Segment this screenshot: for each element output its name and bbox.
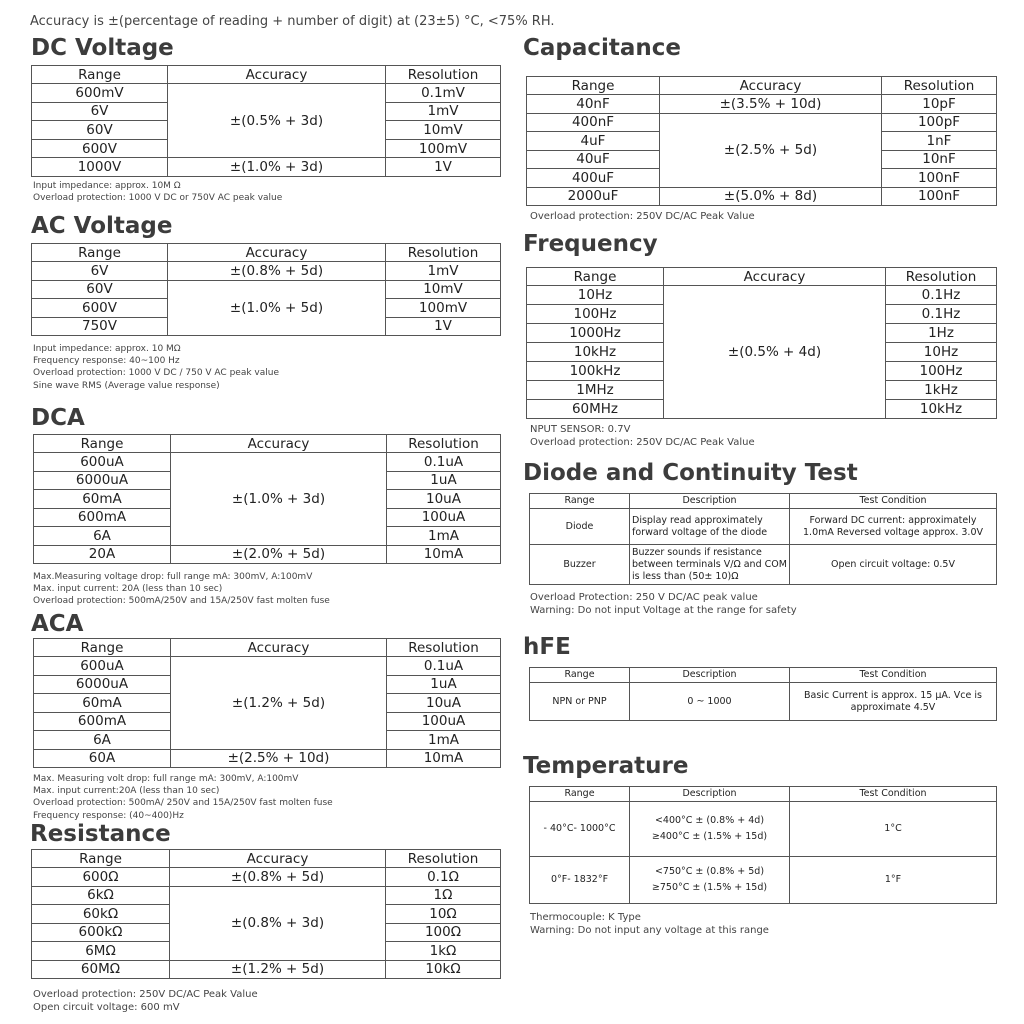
note-line: Overload protection: 500mA/250V and 15A/250V fast molten fuse xyxy=(33,596,330,607)
range-cell: 6V xyxy=(32,102,168,121)
resolution-cell: 10Ω xyxy=(386,905,501,924)
header-accuracy: Accuracy xyxy=(660,77,882,95)
range-cell: - 40°C- 1000°C xyxy=(530,802,630,857)
note-line: Warning: Do not input any voltage at this range xyxy=(530,925,769,936)
note-line: Overload protection: 250V DC/AC Peak Value xyxy=(530,211,755,222)
hfe-title: hFE xyxy=(523,634,571,660)
resolution-cell: 100uA xyxy=(387,712,501,731)
table-header-row xyxy=(32,850,501,868)
note-line: Overload protection: 1000 V DC or 750V AC peak value xyxy=(33,193,283,204)
note-line: Frequency response: (40~400)Hz xyxy=(33,810,184,821)
range-cell: Buzzer xyxy=(530,545,630,585)
resolution-cell: 1kHz xyxy=(886,381,997,400)
table-row xyxy=(32,868,501,887)
dca-table xyxy=(33,434,501,564)
table-row xyxy=(34,453,501,472)
resistance-table xyxy=(31,849,501,979)
description-cell xyxy=(630,802,790,857)
table-header-row xyxy=(527,268,997,286)
frequency-title: Frequency xyxy=(523,231,658,257)
note-line: Frequency response: 40~100 Hz xyxy=(33,356,180,367)
note-line: Max.Measuring voltage drop: full range mA: 300mV, A:100mV xyxy=(33,572,313,582)
note-line: Overload protection: 500mA/ 250V and 15A/250V fast molten fuse xyxy=(33,798,333,809)
accuracy-cell: ±(1.2% + 5d) xyxy=(171,657,387,750)
header-accuracy: Accuracy xyxy=(168,66,386,84)
test-condition-cell: Basic Current is approx. 15 μA. Vce is approximate 4.5V xyxy=(790,683,997,721)
header-test-condition: Test Condition xyxy=(790,668,997,683)
resolution-cell: 1uA xyxy=(387,675,501,694)
resolution-cell: 10mV xyxy=(386,280,501,299)
note-line: NPUT SENSOR: 0.7V xyxy=(530,424,631,435)
range-cell: 6MΩ xyxy=(32,942,170,961)
header-resolution: Resolution xyxy=(882,77,997,95)
intro-text: Accuracy is ±(percentage of reading + number of digit) at (23±5) °C, <75% RH. xyxy=(30,14,555,29)
table-header-row xyxy=(34,435,501,453)
accuracy-cell: ±(2.0% + 5d) xyxy=(171,545,387,564)
note-line: Warning: Do not input Voltage at the range for safety xyxy=(530,605,797,616)
table-row xyxy=(34,545,501,564)
frequency-table xyxy=(526,267,997,419)
header-range: Range xyxy=(527,77,660,95)
resolution-cell: 100pF xyxy=(882,113,997,132)
resistance-notes xyxy=(33,988,258,1014)
note-line: Overload protection: 250V DC/AC Peak Value xyxy=(33,989,258,1000)
header-range: Range xyxy=(32,66,168,84)
temperature-table xyxy=(529,786,997,904)
note-line: Overload protection: 250V DC/AC Peak Value xyxy=(530,437,755,448)
accuracy-cell: ±(2.5% + 10d) xyxy=(171,749,387,768)
range-cell: 60MHz xyxy=(527,400,664,419)
resolution-cell: 10uA xyxy=(387,694,501,713)
range-cell: 6000uA xyxy=(34,675,171,694)
header-range: Range xyxy=(34,435,171,453)
header-accuracy: Accuracy xyxy=(168,244,386,262)
range-cell: 4uF xyxy=(527,132,660,151)
table-header-row xyxy=(530,787,997,802)
range-cell: 60MΩ xyxy=(32,960,170,979)
range-cell: 100Hz xyxy=(527,305,664,324)
header-description: Description xyxy=(630,668,790,683)
accuracy-cell: ±(0.8% + 5d) xyxy=(168,262,386,281)
resolution-cell: 10kHz xyxy=(886,400,997,419)
resolution-cell: 100Hz xyxy=(886,362,997,381)
test-condition-cell: 1°C xyxy=(790,802,997,857)
test-condition-cell: 1°F xyxy=(790,857,997,904)
test-condition-cell: Forward DC current: approximately 1.0mA Reversed voltage approx. 3.0V xyxy=(790,509,997,545)
accuracy-cell: ±(0.8% + 5d) xyxy=(170,868,386,887)
resolution-cell: 0.1Ω xyxy=(386,868,501,887)
resolution-cell: 1kΩ xyxy=(386,942,501,961)
description-cell: 0 ~ 1000 xyxy=(630,683,790,721)
range-cell: 1MHz xyxy=(527,381,664,400)
table-row xyxy=(530,509,997,545)
header-accuracy: Accuracy xyxy=(664,268,886,286)
range-cell: 40uF xyxy=(527,150,660,169)
diode-notes xyxy=(530,591,797,617)
range-cell: 6A xyxy=(34,731,171,750)
table-header-row xyxy=(34,639,501,657)
range-cell: 600uA xyxy=(34,657,171,676)
ac-voltage-title: AC Voltage xyxy=(31,213,173,239)
resolution-cell: 10mV xyxy=(386,121,501,140)
table-row xyxy=(530,802,997,857)
range-cell: 600mV xyxy=(32,84,168,103)
resolution-cell: 100nF xyxy=(882,187,997,206)
diode-title: Diode and Continuity Test xyxy=(523,460,858,486)
accuracy-cell: ±(0.8% + 3d) xyxy=(170,886,386,960)
table-header-row xyxy=(527,77,997,95)
resolution-cell: 1V xyxy=(386,317,501,336)
note-line: Max. Measuring volt drop: full range mA: 300mV, A:100mV xyxy=(33,774,299,784)
table-header-row xyxy=(32,66,501,84)
table-row xyxy=(32,886,501,905)
note-line: Open circuit voltage: 600 mV xyxy=(33,1002,180,1013)
table-row xyxy=(527,286,997,305)
dca-notes xyxy=(33,571,330,608)
header-test-condition: Test Condition xyxy=(790,494,997,509)
range-cell: 100kHz xyxy=(527,362,664,381)
note-line: Max. input current:20A (less than 10 sec) xyxy=(33,786,220,797)
resolution-cell: 100nF xyxy=(882,169,997,188)
description-line: ≥400°C ± (1.5% + 15d) xyxy=(651,831,768,842)
accuracy-cell: ±(0.5% + 3d) xyxy=(168,84,386,158)
range-cell: 2000uF xyxy=(527,187,660,206)
resolution-cell: 0.1Hz xyxy=(886,305,997,324)
range-cell: 600mA xyxy=(34,712,171,731)
table-header-row xyxy=(530,494,997,509)
note-line: Input impedance: approx. 10 MΩ xyxy=(33,344,181,354)
table-row xyxy=(34,657,501,676)
resolution-cell: 1mA xyxy=(387,731,501,750)
table-row xyxy=(527,187,997,206)
ac-voltage-notes xyxy=(33,343,279,392)
header-description: Description xyxy=(630,494,790,509)
range-cell: 60mA xyxy=(34,694,171,713)
accuracy-cell: ±(1.2% + 5d) xyxy=(170,960,386,979)
header-range: Range xyxy=(32,850,170,868)
resolution-cell: 10nF xyxy=(882,150,997,169)
dc-voltage-table xyxy=(31,65,501,177)
range-cell: 6A xyxy=(34,527,171,546)
note-line: Max. input current: 20A (less than 10 sec) xyxy=(33,584,223,595)
header-range: Range xyxy=(530,787,630,802)
capacitance-table xyxy=(526,76,997,206)
range-cell: 400uF xyxy=(527,169,660,188)
aca-table xyxy=(33,638,501,768)
table-row xyxy=(527,95,997,114)
accuracy-cell: ±(5.0% + 8d) xyxy=(660,187,882,206)
header-accuracy: Accuracy xyxy=(171,639,387,657)
header-resolution: Resolution xyxy=(386,66,501,84)
description-cell: Buzzer sounds if resistance between terminals V/Ω and COM is less than (50± 10)Ω xyxy=(630,545,790,585)
resolution-cell: 1V xyxy=(386,158,501,177)
resolution-cell: 10mA xyxy=(387,545,501,564)
note-line: Thermocouple: K Type xyxy=(530,912,641,923)
range-cell: 600mA xyxy=(34,508,171,527)
table-row xyxy=(32,280,501,299)
range-cell: 10kHz xyxy=(527,343,664,362)
resolution-cell: 0.1uA xyxy=(387,453,501,472)
resolution-cell: 0.1mV xyxy=(386,84,501,103)
resolution-cell: 0.1Hz xyxy=(886,286,997,305)
description-line: <400°C ± (0.8% + 4d) xyxy=(654,815,765,826)
resistance-title: Resistance xyxy=(30,821,171,847)
resolution-cell: 100uA xyxy=(387,508,501,527)
dca-title: DCA xyxy=(31,405,85,431)
header-resolution: Resolution xyxy=(387,639,501,657)
range-cell: 40nF xyxy=(527,95,660,114)
table-header-row xyxy=(32,244,501,262)
resolution-cell: 1nF xyxy=(882,132,997,151)
description-line: <750°C ± (0.8% + 5d) xyxy=(654,866,765,877)
range-cell: 6kΩ xyxy=(32,886,170,905)
range-cell: 60V xyxy=(32,121,168,140)
resolution-cell: 10mA xyxy=(387,749,501,768)
dc-voltage-notes xyxy=(33,180,282,204)
ac-voltage-table xyxy=(31,243,501,336)
table-row xyxy=(32,262,501,281)
resolution-cell: 10pF xyxy=(882,95,997,114)
accuracy-cell: ±(2.5% + 5d) xyxy=(660,113,882,187)
range-cell: 60mA xyxy=(34,490,171,509)
header-test-condition: Test Condition xyxy=(790,787,997,802)
range-cell: 600V xyxy=(32,139,168,158)
accuracy-cell: ±(1.0% + 3d) xyxy=(168,158,386,177)
resolution-cell: 10Hz xyxy=(886,343,997,362)
range-cell: 6V xyxy=(32,262,168,281)
resolution-cell: 1mV xyxy=(386,102,501,121)
accuracy-cell: ±(3.5% + 10d) xyxy=(660,95,882,114)
header-resolution: Resolution xyxy=(387,435,501,453)
temperature-title: Temperature xyxy=(523,753,689,779)
range-cell: 6000uA xyxy=(34,471,171,490)
resolution-cell: 1Ω xyxy=(386,886,501,905)
note-line: Overload Protection: 250 V DC/AC peak value xyxy=(530,592,758,603)
range-cell: 60V xyxy=(32,280,168,299)
capacitance-notes xyxy=(530,210,755,223)
range-cell: NPN or PNP xyxy=(530,683,630,721)
aca-title: ACA xyxy=(31,611,84,637)
table-row xyxy=(32,960,501,979)
range-cell: 0°F- 1832°F xyxy=(530,857,630,904)
range-cell: 600Ω xyxy=(32,868,170,887)
header-range: Range xyxy=(530,494,630,509)
table-row xyxy=(34,749,501,768)
resolution-cell: 1mA xyxy=(387,527,501,546)
header-range: Range xyxy=(527,268,664,286)
range-cell: 10Hz xyxy=(527,286,664,305)
accuracy-cell: ±(1.0% + 5d) xyxy=(168,280,386,336)
range-cell: 600uA xyxy=(34,453,171,472)
accuracy-cell: ±(1.0% + 3d) xyxy=(171,453,387,546)
description-line: ≥750°C ± (1.5% + 15d) xyxy=(651,882,768,893)
header-description: Description xyxy=(630,787,790,802)
header-resolution: Resolution xyxy=(386,244,501,262)
table-row xyxy=(32,84,501,103)
table-row xyxy=(530,857,997,904)
note-line: Sine wave RMS (Average value response) xyxy=(33,380,220,391)
hfe-table xyxy=(529,667,997,721)
table-row xyxy=(527,113,997,132)
resolution-cell: 10uA xyxy=(387,490,501,509)
header-range: Range xyxy=(34,639,171,657)
range-cell: 600kΩ xyxy=(32,923,170,942)
resolution-cell: 100mV xyxy=(386,299,501,318)
header-accuracy: Accuracy xyxy=(170,850,386,868)
frequency-notes xyxy=(530,423,755,449)
note-line: Input impedance: approx. 10M Ω xyxy=(33,181,181,191)
table-header-row xyxy=(530,668,997,683)
resolution-cell: 100mV xyxy=(386,139,501,158)
header-range: Range xyxy=(32,244,168,262)
resolution-cell: 1Hz xyxy=(886,324,997,343)
range-cell: 60kΩ xyxy=(32,905,170,924)
header-accuracy: Accuracy xyxy=(171,435,387,453)
resolution-cell: 10kΩ xyxy=(386,960,501,979)
accuracy-cell: ±(0.5% + 4d) xyxy=(664,286,886,419)
resolution-cell: 0.1uA xyxy=(387,657,501,676)
range-cell: 750V xyxy=(32,317,168,336)
capacitance-title: Capacitance xyxy=(523,35,682,61)
header-resolution: Resolution xyxy=(386,850,501,868)
range-cell: 20A xyxy=(34,545,171,564)
temperature-notes xyxy=(530,911,769,937)
description-cell xyxy=(630,857,790,904)
resolution-cell: 100Ω xyxy=(386,923,501,942)
range-cell: 600V xyxy=(32,299,168,318)
resolution-cell: 1uA xyxy=(387,471,501,490)
range-cell: 400nF xyxy=(527,113,660,132)
range-cell: Diode xyxy=(530,509,630,545)
note-line: Overload protection: 1000 V DC / 750 V AC peak value xyxy=(33,368,279,379)
aca-notes xyxy=(33,773,333,822)
test-condition-cell: Open circuit voltage: 0.5V xyxy=(790,545,997,585)
table-row xyxy=(530,683,997,721)
description-cell: Display read approximately forward voltage of the diode xyxy=(630,509,790,545)
header-range: Range xyxy=(530,668,630,683)
header-resolution: Resolution xyxy=(886,268,997,286)
table-row xyxy=(530,545,997,585)
dc-voltage-title: DC Voltage xyxy=(31,35,174,61)
table-row xyxy=(32,158,501,177)
resolution-cell: 1mV xyxy=(386,262,501,281)
diode-table xyxy=(529,493,997,585)
range-cell: 1000Hz xyxy=(527,324,664,343)
range-cell: 60A xyxy=(34,749,171,768)
range-cell: 1000V xyxy=(32,158,168,177)
